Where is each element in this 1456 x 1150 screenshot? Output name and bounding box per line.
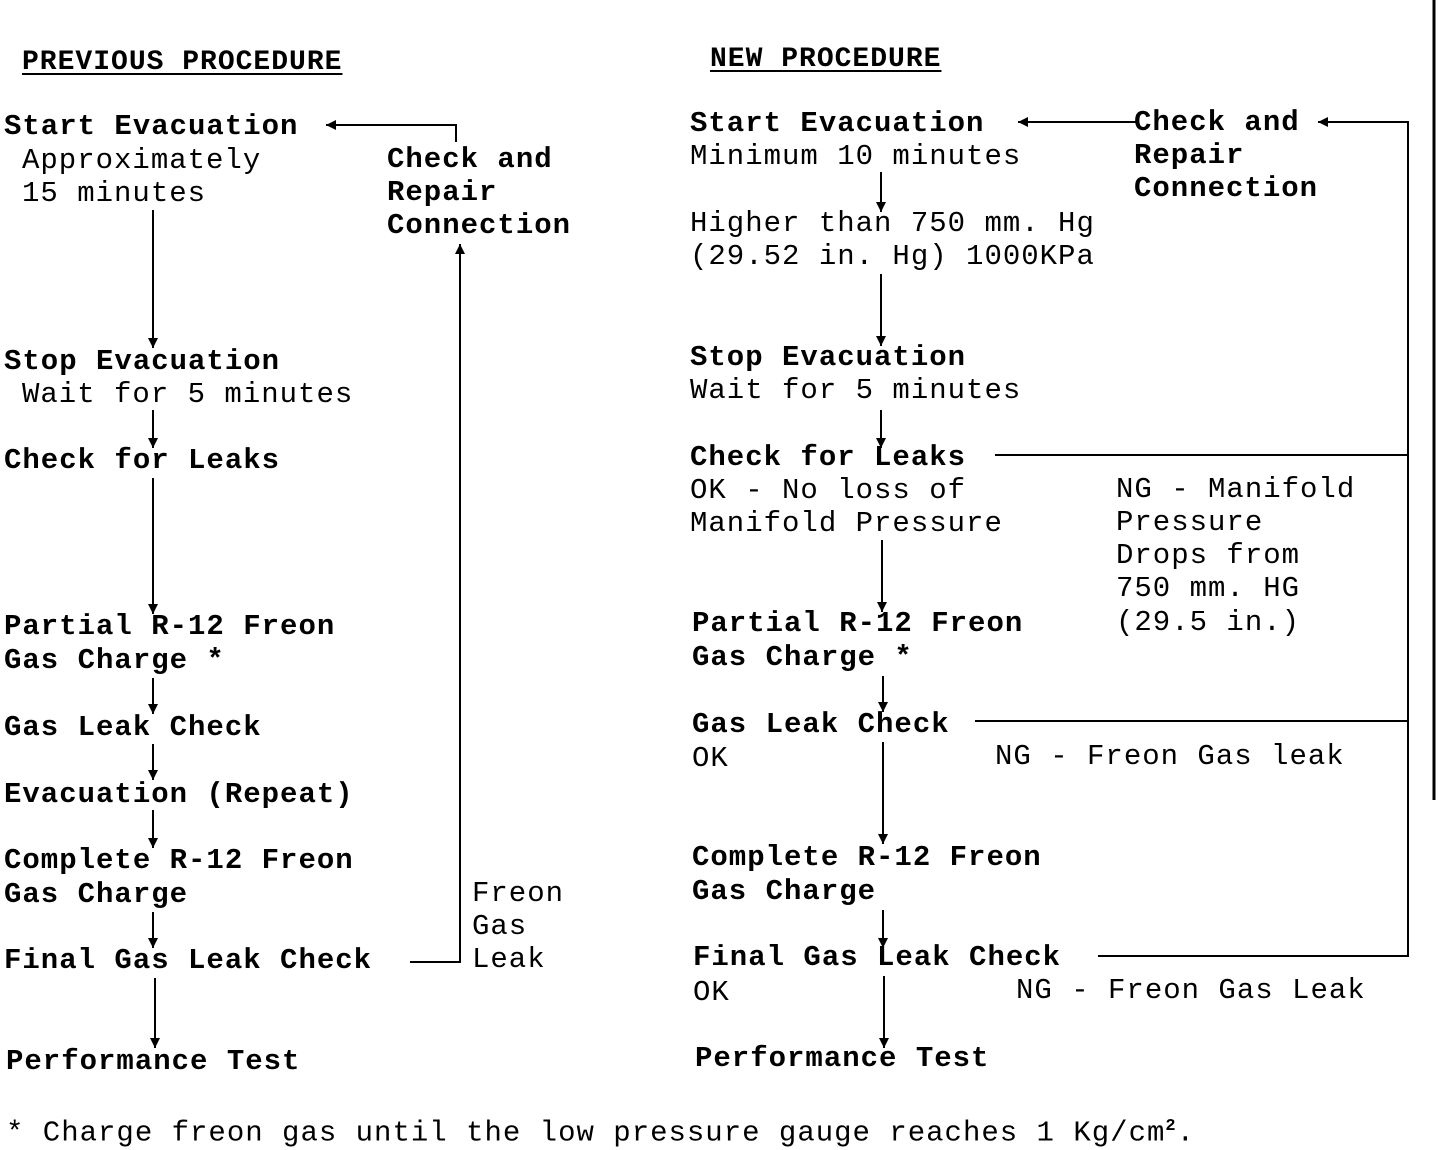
new-partial-line1: Partial R-12 Freon [692,607,1024,640]
footnote-text: * Charge freon gas until the low pressure gauge reaches 1 Kg/cm [6,1116,1166,1150]
new-repair-line3: Connection [1134,172,1319,205]
new-ng-manifold-line4: 750 mm. HG [1116,572,1301,605]
prev-partial-line1: Partial R-12 Freon [4,610,336,643]
prev-freon-leak-line2: Gas [472,910,528,943]
new-partial-line2: Gas Charge * [692,641,913,674]
prev-check-leaks: Check for Leaks [4,444,281,477]
new-leaks-ok-line2: Manifold Pressure [690,507,1003,540]
prev-evacuation-repeat: Evacuation (Repeat) [4,778,354,811]
new-ng-manifold-line2: Pressure [1116,506,1264,539]
prev-start-duration-line2: 15 minutes [22,177,207,210]
new-gas-leak-ng: NG - Freon Gas leak [995,740,1345,773]
prev-start-duration-line1: Approximately [22,144,262,177]
new-repair-line2: Repair [1134,139,1245,172]
new-ng-manifold-line1: NG - Manifold [1116,473,1356,506]
new-start-evacuation: Start Evacuation [690,107,985,140]
new-check-leaks: Check for Leaks [690,441,967,474]
new-start-duration: Minimum 10 minutes [690,140,1022,173]
prev-gas-leak-check: Gas Leak Check [4,711,262,744]
new-leaks-ok-line1: OK - No loss of [690,474,967,507]
prev-complete-line1: Complete R-12 Freon [4,844,354,877]
new-higher-line1: Higher than 750 mm. Hg [690,207,1095,240]
footnote [6,1110,1195,1150]
new-stop-evacuation: Stop Evacuation [690,341,967,374]
prev-stop-evacuation: Stop Evacuation [4,345,281,378]
prev-freon-leak-line1: Freon [472,877,565,910]
new-repair-line1: Check and [1134,106,1300,139]
prev-final-gas-leak-check: Final Gas Leak Check [4,944,373,977]
prev-repair-line3: Connection [387,209,572,242]
new-final-gas-leak-check: Final Gas Leak Check [693,941,1062,974]
new-ng-manifold-line3: Drops from [1116,539,1301,572]
prev-freon-leak-line3: Leak [472,943,546,976]
prev-start-evacuation: Start Evacuation [4,110,299,143]
loop-prev-repair-to-start [326,125,456,142]
new-performance-test: Performance Test [695,1042,990,1075]
new-final-ok: OK [693,976,730,1009]
loop-prev-final-to-repair [410,244,460,962]
prev-complete-line2: Gas Charge [4,878,189,911]
prev-repair-line2: Repair [387,176,498,209]
new-complete-line2: Gas Charge [692,875,877,908]
footnote-period: . [1176,1116,1195,1150]
new-ng-manifold-line5: (29.5 in.) [1116,606,1301,639]
new-complete-line1: Complete R-12 Freon [692,841,1042,874]
new-higher-line2: (29.52 in. Hg) 1000KPa [690,240,1095,273]
prev-repair-line1: Check and [387,143,553,176]
new-procedure-heading: NEW PROCEDURE [710,44,942,75]
new-stop-wait: Wait for 5 minutes [690,374,1022,407]
new-gas-leak-ok: OK [692,742,729,775]
new-gas-leak-check: Gas Leak Check [692,708,950,741]
prev-partial-line2: Gas Charge * [4,644,225,677]
prev-stop-wait: Wait for 5 minutes [22,378,354,411]
prev-performance-test: Performance Test [6,1045,301,1078]
footnote-superscript: 2 [1165,1117,1177,1136]
previous-procedure-heading: PREVIOUS PROCEDURE [22,47,343,78]
new-final-ng: NG - Freon Gas Leak [1016,974,1366,1007]
